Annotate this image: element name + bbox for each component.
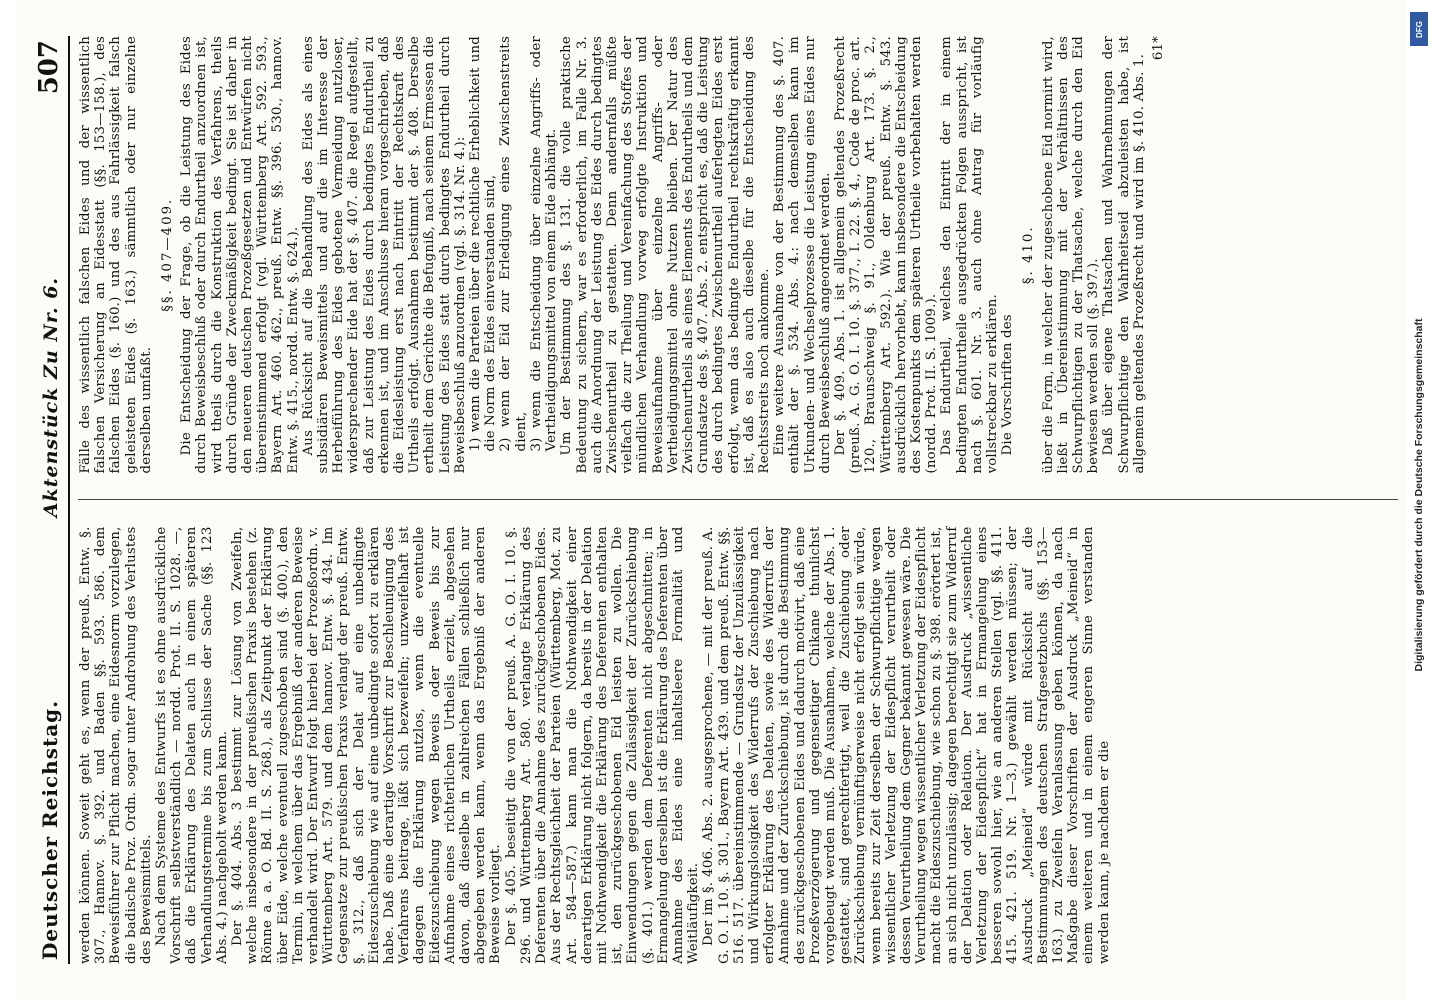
digitization-sidebar — [1406, 0, 1432, 1000]
list-item: 1) wenn die Parteien über die rechtliche Erheblichkeit und die Norm des Eides einverstanden sind, — [468, 36, 499, 452]
paragraph: Der §. 405. beseitigt die von der preuß. A. G. O. I. 10. §. 296. und Württemberg Art. 580. verlangte Erklärung des Deferenten über die Annahme des zurückgeschobenen Eides. Aus der Rechtsgleichheit der Parteien (Württemberg, Mot. zu Art. 584—587.) kann man die Nothwendigkeit einer derartigen Erklärung nicht folgern, da bereits in der Delation mit Nothwendigkeit die Erklärung des Deferenten enthalten ist, den zurückgeschobenen Eid leisten zu wollen. Die Einwendungen gegen die Zulässigkeit der Zurückschiebung (§. 401.) werden dem Deferenten nicht abgeschnitten; in Ermangelung derselben ist die Erklärung des Deferenten über Annahme des Eides eine inhaltsleere Formalität und Weitläufigkeit. — [503, 526, 702, 964]
running-head — [34, 36, 70, 964]
paragraph: Um der Bestimmung des §. 131. die volle praktische Bedeutung zu sichern, war es erforderlich, im Falle Nr. 3. auch die Anordnung der Leistung des Eides durch bedingtes Zwischenurtheil zu gestatten. Denn andernfalls müßte vielfach die zur Theilung und Vereinfachung des Stoffes der mündlichen Verhandlung vorweg erfolgte Instruktion und Beweisaufnahme über einzelne Angriffs- oder Vertheidigungsmittel ohne Nutzen bleiben. Der Natur des Zwischenurtheils als eines Elements des Endurtheils und dem Grundsatze des §. 407. Abs. 2. entspricht es, daß die Leistung des durch bedingtes Zwischenurtheil auferlegten Eides erst erfolgt, wenn das bedingte Endurtheil rechtskräftig erkannt ist, daß es also auch dieselbe für die Entscheidung des Rechtsstreits noch ankomme. — [559, 36, 772, 474]
header-left: Deutscher Reichstag. — [38, 699, 62, 960]
section-heading: §§. 407—409. — [160, 197, 176, 312]
paragraph: Das Endurtheil, welches den Eintritt der in einem bedingten Endurtheile ausgedrückten Folgen ausspricht, ist nach §. 601. Nr. 3. auch ohne Antrag für vorläufig vollstreckbar zu erklären. — [939, 36, 1000, 474]
column-left — [78, 527, 1398, 965]
paragraph: Der im §. 406. Abs. 2. ausgesprochene, — mit der preuß. A. G. O. I. 10. §. 301., Bayern Art. 439. und dem preuß. Entw. §§. 516. 517. übereinstimmende — Grundsatz der Unzulässigkeit und Wirkungslosigkeit des Widerrufs der Zuschiebung nach erfolgter Erklärung des Delaten, sowie des Widerrufs der Annahme und der Zurückschiebung, ist durch die Bestimmung des zurückgeschobenen Eides und dadurch motivirt, daß eine Prozeßverzögerung und gegenseitiger Chikane thunlichst vorgebeugt werden muß. Die Ausnahmen, welche der Abs. 1. gestattet, sind gerechtfertigt, weil die Zuschiebung oder Zurückschiebung vernünftigerweise nicht erfolgt sein würde, wenn bereits zur Zeit derselben der Schwurpflichtige wegen wissentlicher Verletzung der Eidespflicht verurtheilt oder dessen Verurtheilung dem Gegner bekannt gewesen wäre. Die Verurtheilung wegen wissentlicher Verletzung der Eidespflicht macht die Eideszuschiebung, wie schon zu §. 398. erörtert ist, an sich nicht unzulässig; dagegen berechtigt sie zum Widerruf der Delation oder Relation. Der Ausdruck „wissentliche Verletzung der Eidespflicht“ hat in Ermangelung eines besseren sowohl hier, wie an anderen Stellen (vgl. §§. 411. 415. 421. 519. Nr. 1—3.) gewählt werden müssen; der Ausdruck „Meineid“ würde mit Rücksicht auf die Bestimmungen des deutschen Strafgesetzbuchs (§§. 153—163.) zu Zweifeln Veranlassung geben können, da nach Maßgabe dieser Vorschriften der Ausdruck „Meineid“ in einem weiteren und in einem engeren Sinne verstanden werden kann, je nachdem er die — [701, 526, 1112, 964]
header-center: Aktenstück Zu Nr. 6. — [40, 276, 62, 518]
column-right — [78, 36, 1398, 474]
paragraph: Eine weitere Ausnahme von der Bestimmung des §. 407. enthält der §. 534. Abs. 4.: nach demselben kann im Urkunden- und Wechselprozesse die Leistung eines Eides nur durch Beweisbeschluß angeordnet werden. — [772, 36, 833, 474]
column-divider — [78, 500, 1398, 501]
list-item: 3) wenn die Entscheidung über einzelne Angriffs- oder Vertheidigungsmittel von einem Eide abhängt. — [528, 36, 560, 452]
paragraph: Daß über eigene Thatsachen und Wahrnehmungen der Schwurpflichtige den Wahrheitseid abzuleisten habe, ist allgemein geltendes Prozeßrecht und wird im §. 410. Abs. 1. — [1101, 36, 1147, 474]
digitization-credit: Digitalisierung gefördert durch die Deutsche Forschungsgemeinschaft — [1413, 318, 1425, 672]
paragraph: Aus Rücksicht auf die Behandlung des Eides als eines subsidiären Beweismittels und auf die im Interesse der Herbeiführung des Eides gebotene Vermeidung nutzloser, widersprechender Eide hat der §. 407. die Regel aufgestellt, daß zur Leistung des Eides durch bedingtes Endurtheil zu erkennen ist, und im Anschlusse hieran vorgeschrieben, daß die Eidesleistung erst nach Eintritt der Rechtskraft des Urtheils erfolgt. Ausnahmen bestimmt der §. 408. Derselbe ertheilt dem Gerichte die Befugniß, nach seinem Ermessen die Leistung des Eides statt durch bedingtes Endurtheil durch Beweisbeschluß anzuordnen (vgl. §. 314. Nr. 4.): — [300, 36, 468, 474]
paragraph: über die Form, in welcher der zugeschobene Eid normirt wird, ließt in Übereinstimmung mit der Verhältnissen des Schwurpflichtigen zu der Thatsache, welche durch den Eid bewiesen werden soll (§. 397.). — [1040, 36, 1102, 474]
paragraph: Die Entscheidung der Frage, ob die Leistung des Eides durch Beweisbeschluß oder durch Endurtheil anzuordnen ist, wird theils durch die Konstruktion des Verfahrens, theils durch Gründe der Zweckmäßigkeit bedingt. Sie ist daher in den neueren deutschen Prozeßgesetzen und Entwürfen nicht übereinstimmend erfolgt (vgl. Württemberg Art. 592. 593., Bayern Art. 460. 462., preuß. Entw. §§. 396. 530., hannov. Entw. §. 415., nordd. Entw. §. 624.). — [179, 36, 301, 474]
text-columns — [78, 36, 1398, 964]
dfg-logo: DFG — [1410, 12, 1428, 46]
section-heading: §. 410. — [1021, 225, 1037, 285]
paragraph: werden können. Soweit geht es, wenn der preuß. Entw. §. 307., Hannov. §. 392. und Baden §§. 593. 586. dem Beweisführer zur Pflicht machen, eine Eidesnorm vorzulegen, die badische Proz. Ordn. sogar unter Androhung des Verlustes des Beweismittels. — [78, 526, 154, 964]
paragraph: Die Vorschriften des — [1000, 314, 1016, 456]
page-number: 507 — [34, 40, 64, 95]
paragraph: Nach dem Systeme des Entwurfs ist es ohne ausdrückliche Vorschrift selbstverständlich — nordd. Prot. II. S. 1028. —, daß die Erklärung des Delaten auch in einem späteren Verhandlungstermine bis zum Schlusse der Sache (§§. 123 Abs. 4.) nachgeholt werden kann. — [154, 526, 230, 964]
rotated-document-page — [16, 0, 1416, 1000]
list-item: 2) wenn der Eid zur Erledigung eines Zwischenstreits dient, — [498, 36, 529, 452]
paragraph: Der §. 409. Abs. 1. ist allgemein geltendes Prozeßrecht (preuß. A. G. O. I. 10. §. 377., I. 22. §. 4., Code de proc. art. 120., Braunschweig §. 91., Oldenburg Art. 173. §. 2., Württemberg Art. 592.). Wie der preuß. Entw. §. 543. ausdrücklich hervorhebt, kann insbesondere die Entscheidung des Kostenpunkts dem späteren Urtheile vorbehalten werden (nordd. Prot. II. S. 1009.). — [832, 36, 940, 474]
paragraph: Fälle des wissentlich falschen Eides und der wissentlich falschen Versicherung an Eidesstatt (§§. 153—158.), des falschen Eides (§. 160.) und des aus Fahrlässigkeit falsch geleisteten Eides (§. 163.) sämmtlich oder nur einzelne derselben umfaßt. — [78, 36, 154, 474]
paragraph: Der §. 404. Abs. 3 bestimmt zur Lösung von Zweifeln, welche insbesondere in der preußischen Praxis bestehen (z. Rönne a. a. O. Bd. II. S. 268.), als Zeitpunkt der Erklärung über Eide, welche eventuell zugeschoben sind (§. 400.), den Termin, in welchem über das Ergebniß der anderen Beweise verhandelt wird. Der Entwurf folgt hierbei der Prozeßordn. v. Württemberg Art. 579. und dem hannov. Entw. §. 434. Im Gegensatze zur preußischen Praxis verlangt der preuß. Entw. §. 312., daß sich der Delat auf eine unbedingte Eideszuschiebung wie auf eine unbedingte sofort zu erklären habe. Daß eine derartige Vorschrift zur Beschleunigung des Verfahrens beitrage, läßt sich bezweifeln; unzweifelhaft ist dagegen die Erklärung nutzlos, wenn die eventuelle Eideszuschiebung wegen Beweis oder Beweis bis zur Aufnahme eines richterlichen Urtheils erzielt, abgesehen davon, daß dieselbe in zahlreichen Fällen schließlich nur abgegeben werden kann, wenn das Ergebniß der anderen Beweise vorliegt. — [230, 526, 504, 964]
signature-mark: 61* — [1151, 36, 1167, 61]
